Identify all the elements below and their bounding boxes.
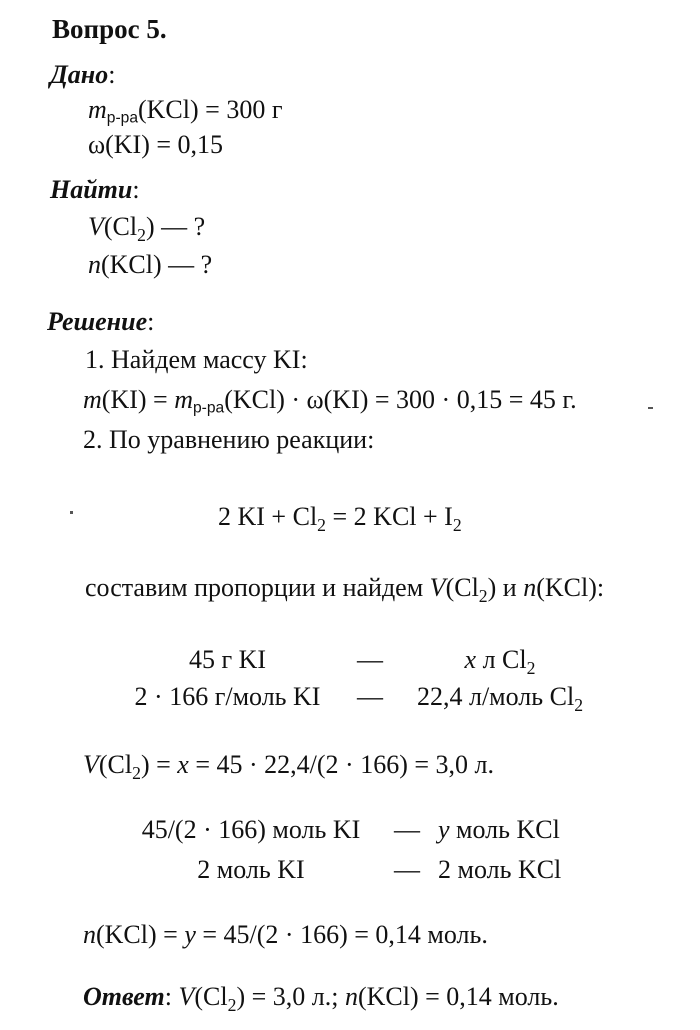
mass-symbol: m xyxy=(88,95,107,124)
omega-symbol: ω xyxy=(88,130,106,159)
subscript: 2 xyxy=(452,515,462,536)
find-volume-question: ) — ? xyxy=(145,212,206,241)
find-moles xyxy=(88,252,212,278)
proportion-dash: — xyxy=(357,645,383,674)
volume-equals: ) = xyxy=(140,750,178,779)
answer-line xyxy=(83,982,559,1016)
volume-symbol: V xyxy=(88,212,104,241)
subscript: 2 xyxy=(227,995,237,1016)
intro-formula: (Cl xyxy=(445,573,479,602)
proportion1-row1 xyxy=(110,645,605,679)
find-colon: : xyxy=(132,175,140,204)
subscript: 2 xyxy=(574,695,584,716)
mass-symbol: m xyxy=(83,385,102,414)
mass-subscript: р-ра xyxy=(192,399,225,417)
proportion2-row1 xyxy=(120,817,588,843)
volume-symbol: V xyxy=(429,573,446,602)
proportion-left: 2 · 166 г/моль KI xyxy=(134,682,321,711)
intro-formula-end: (KCl): xyxy=(536,573,605,602)
given-heading xyxy=(50,62,115,88)
subscript: 2 xyxy=(478,586,488,607)
step-1: 1. Найдем массу KI: xyxy=(85,345,308,374)
volume-symbol: V xyxy=(178,982,195,1011)
equation-products: = 2 KCl + I xyxy=(326,502,453,531)
reaction-equation xyxy=(218,502,462,536)
moles-symbol: n xyxy=(344,982,358,1011)
proportion-intro xyxy=(85,573,605,607)
proportion-dash: — xyxy=(394,855,420,884)
solution-heading xyxy=(47,309,154,335)
find-moles-formula: (KCl) xyxy=(101,250,162,279)
mass-subscript: р-ра xyxy=(106,109,138,127)
unknown-x: x xyxy=(464,645,477,674)
proportion-right xyxy=(432,817,588,843)
unknown-x: x xyxy=(177,750,189,779)
given-solution-mass xyxy=(88,95,283,127)
mass-formula xyxy=(83,385,577,417)
moles-result xyxy=(83,922,488,948)
proportion-left: 2 моль KI xyxy=(197,855,305,884)
find-heading xyxy=(50,177,140,203)
answer-volume-formula: (Cl xyxy=(194,982,228,1011)
proportion-left: 45/(2 · 166) моль KI xyxy=(141,815,361,844)
subscript: 2 xyxy=(137,225,146,246)
volume-result xyxy=(83,750,495,784)
given-fraction-value: (KI) = 0,15 xyxy=(105,130,224,159)
question-title: Вопрос 5. xyxy=(52,14,167,44)
moles-formula: (KCl) = xyxy=(96,920,185,949)
unknown-y: y xyxy=(184,920,196,949)
volume-formula: (Cl xyxy=(98,750,133,779)
find-volume-formula: (Cl xyxy=(103,212,138,241)
volume-symbol: V xyxy=(83,750,99,779)
volume-calculation: = 45 · 22,4/(2 · 166) = 3,0 л. xyxy=(188,750,495,779)
answer-colon: : xyxy=(164,982,179,1011)
moles-symbol: n xyxy=(83,920,96,949)
proportion-right-text: л Cl xyxy=(476,645,527,674)
scan-artifact-dot xyxy=(70,511,73,514)
solution-colon: : xyxy=(147,307,155,336)
intro-text: составим пропорции и найдем xyxy=(85,573,430,602)
proportion-right-text: 22,4 л/моль Cl xyxy=(416,682,575,711)
moles-symbol: n xyxy=(523,573,537,602)
answer-volume-value: ) = 3,0 л.; xyxy=(236,982,345,1011)
find-moles-question: — ? xyxy=(161,250,213,279)
proportion-right xyxy=(395,682,605,716)
find-volume xyxy=(88,212,206,246)
given-label: Дано xyxy=(50,60,109,89)
answer-label: Ответ xyxy=(83,982,165,1011)
answer-moles-value: (KCl) = 0,14 моль. xyxy=(357,982,559,1011)
mass-formula-part: (KI) = xyxy=(101,385,175,414)
scan-artifact-dash xyxy=(648,407,653,409)
step-2: 2. По уравнению реакции: xyxy=(83,425,375,454)
solution-label: Решение xyxy=(47,307,148,336)
proportion-dash: — xyxy=(394,815,420,844)
proportion-right-text: моль KCl xyxy=(449,815,560,844)
equation-reactants: 2 KI + Cl xyxy=(218,502,318,531)
subscript: 2 xyxy=(317,515,327,536)
mass-formula-result: (KCl) · ω(KI) = 300 · 0,15 = 45 г. xyxy=(224,385,577,414)
given-mass-value: (KCl) = 300 г xyxy=(138,95,283,124)
mass-symbol: m xyxy=(174,385,193,414)
unknown-y: y xyxy=(438,815,450,844)
given-mass-fraction xyxy=(88,132,223,158)
find-label: Найти xyxy=(50,175,133,204)
proportion-right xyxy=(395,645,605,679)
intro-conjunction: ) и xyxy=(487,573,524,602)
proportion-left: 45 г KI xyxy=(188,645,267,674)
subscript: 2 xyxy=(132,763,141,784)
proportion-right: 2 моль KCl xyxy=(438,855,562,884)
subscript: 2 xyxy=(526,658,536,679)
moles-calculation: = 45/(2 · 166) = 0,14 моль. xyxy=(195,920,488,949)
given-colon: : xyxy=(108,60,116,89)
moles-symbol: n xyxy=(88,250,101,279)
proportion1-row2 xyxy=(110,682,605,716)
proportion-dash: — xyxy=(357,682,383,711)
proportion2-row2 xyxy=(120,857,588,883)
